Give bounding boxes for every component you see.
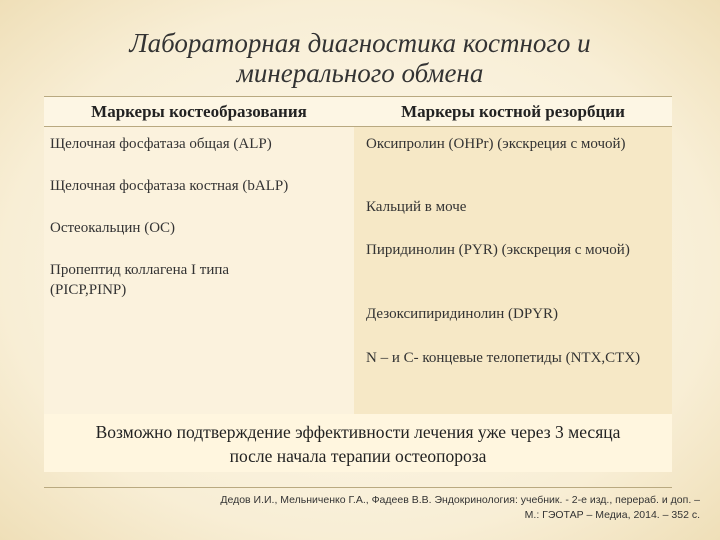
treatment-note	[44, 414, 672, 472]
resorption-item: Кальций в моче	[366, 199, 467, 215]
formation-column	[44, 96, 354, 414]
resorption-item: Оксипролин (OHPr) (экскреция с мочой)	[366, 136, 626, 152]
formation-item: Остеокальцин (OC)	[50, 220, 176, 236]
slide-title	[60, 28, 660, 88]
resorption-item: Пиридинолин (PYR) (экскреция с мочой)	[366, 242, 630, 258]
title-line-1: Лабораторная диагностика костного и	[129, 28, 591, 58]
markers-table	[44, 96, 672, 414]
formation-item: Щелочная фосфатаза общая (ALP)	[50, 136, 272, 152]
reference	[200, 493, 700, 523]
note-line-2: после начала терапии остеопороза	[229, 446, 487, 466]
resorption-item: N – и С- концевые телопетиды (NTX,CTX)	[366, 350, 641, 366]
divider	[44, 487, 672, 488]
resorption-item: Дезоксипиридинолин (DPYR)	[366, 306, 559, 322]
resorption-column	[354, 96, 672, 414]
note-line-1: Возможно подтверждение эффективности лечения уже через 3 месяца	[95, 422, 621, 442]
resorption-header: Маркеры костной резорбции	[354, 96, 672, 127]
formation-item: Щелочная фосфатаза костная (bALP)	[50, 178, 289, 194]
title-line-2: минерального обмена	[236, 58, 484, 88]
formation-item: Пропептид коллагена I типа (PICP,PINP)	[50, 262, 230, 298]
reference-line-2: М.: ГЭОТАР – Медиа, 2014. – 352 с.	[524, 509, 700, 521]
formation-header: Маркеры костеобразования	[44, 96, 354, 127]
reference-line-1: Дедов И.И., Мельниченко Г.А., Фадеев В.В. Эндокринология: учебник. - 2-е изд., перераб. и доп. –	[220, 494, 700, 506]
